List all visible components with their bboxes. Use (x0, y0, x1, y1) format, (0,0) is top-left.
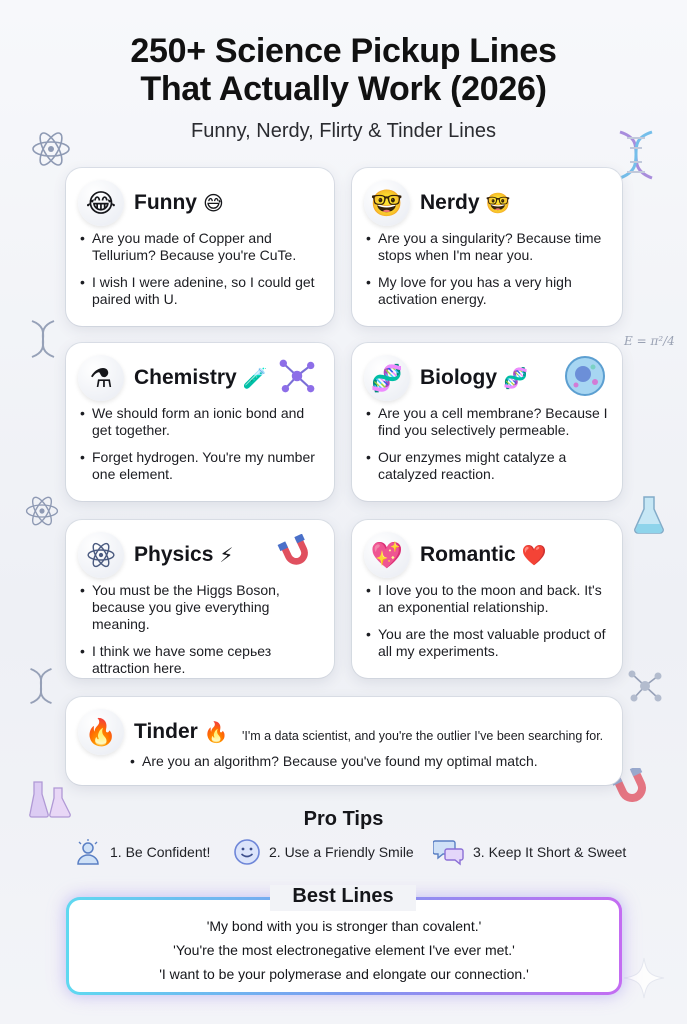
sparkle-icon (622, 956, 666, 1000)
card-title-tinder: Tinder (134, 720, 198, 743)
atom-icon (24, 493, 60, 529)
best-line: 'My bond with you is stronger than covalent.' (206, 918, 482, 934)
card-title-funny: Funny (134, 191, 197, 214)
pro-tip-label: 3. Keep It Short & Sweet (473, 844, 627, 860)
pro-tips-title: Pro Tips (303, 808, 384, 830)
pickup-line-list (130, 753, 610, 780)
equation-text: E = π²/4 (624, 334, 675, 348)
pickup-line: • My love for you has a very high activation energy. (366, 274, 610, 308)
pro-tip (433, 838, 626, 866)
card-title-romantic: Romantic (420, 543, 516, 566)
page-title-line-1: 250+ Science Pickup Lines (130, 32, 557, 70)
page-title-line-2: That Actually Work (2026) (140, 70, 547, 108)
category-card-tinder (66, 697, 622, 785)
pickup-line: • You must be the Higgs Boson, because you give everything meaning. (80, 582, 322, 633)
pickup-line-list (366, 230, 610, 318)
pickup-line: • Are you an algorithm? Because you've found my optimal match. (130, 753, 610, 770)
best-line: 'You're the most electronegative element I've ever met.' (173, 942, 515, 958)
pickup-line: • We should form an ionic bond and get together. (80, 405, 322, 439)
category-card-chemistry (66, 343, 334, 501)
pro-tip-label: 1. Be Confident! (110, 844, 211, 860)
category-card-biology (352, 343, 622, 501)
test-tube-icon: 🧪 (242, 367, 268, 390)
pickup-line: • Forget hydrogen. You're my number one element. (80, 449, 322, 483)
pickup-line-list (80, 582, 322, 687)
dna-icon: 🧬 (364, 355, 410, 401)
page-subtitle: Funny, Nerdy, Flirty & Tinder Lines (191, 120, 496, 142)
sweat-smile-icon: 😅 (203, 192, 224, 215)
smiling-face-icon (233, 838, 261, 866)
dna-icon (26, 318, 60, 360)
card-title-physics: Physics (134, 543, 214, 566)
dna-icon (612, 128, 660, 182)
atom-icon (30, 128, 72, 170)
sparkling-heart-icon: 💖 (364, 532, 410, 578)
card-title-chemistry: Chemistry (134, 366, 237, 389)
best-line: 'I want to be your polymerase and elongate our connection.' (159, 966, 529, 982)
pro-tip (233, 838, 414, 866)
cell-icon (562, 353, 608, 399)
pickup-line-list (80, 230, 322, 318)
heart-icon: ❤️ (521, 544, 547, 567)
laughing-face-icon: 😂 (78, 180, 124, 226)
nerd-face-icon: 🤓 (485, 192, 511, 215)
card-title-biology: Biology (420, 366, 497, 389)
pickup-line: • You are the most valuable product of all my experiments. (366, 626, 610, 660)
pro-tip-label: 2. Use a Friendly Smile (269, 844, 414, 860)
lightning-icon: ⚡ (219, 544, 234, 567)
molecule-icon (626, 668, 664, 704)
pickup-line: • I wish I were adenine, so I could get paired with U. (80, 274, 322, 308)
molecule-icon (274, 353, 320, 399)
dna-icon: 🧬 (503, 367, 528, 390)
magnet-icon (274, 530, 320, 576)
nerd-face-icon: 🤓 (364, 180, 410, 226)
tinder-quote: 'I'm a data scientist, and you're the outlier I've been searching for. (242, 729, 604, 743)
chat-bubbles-icon (433, 838, 465, 866)
pickup-line: • Are you a cell membrane? Because I find you selectively permeable. (366, 405, 610, 439)
best-lines-title: Best Lines (270, 885, 416, 911)
confident-person-icon (74, 838, 102, 866)
pickup-line-list (366, 405, 610, 493)
flask-icon (632, 494, 666, 536)
pickup-line: • I think we have some серьез attraction here. (80, 643, 322, 677)
pickup-line: • Are you made of Copper and Tellurium? Because you're CuTe. (80, 230, 322, 264)
category-card-physics (66, 520, 334, 678)
category-card-nerdy (352, 168, 622, 326)
dna-icon (24, 666, 58, 706)
fire-icon: 🔥 (78, 709, 124, 755)
pickup-line-list (366, 582, 610, 670)
pickup-line-list (80, 405, 322, 493)
fire-icon: 🔥 (203, 721, 229, 744)
category-card-romantic (352, 520, 622, 678)
category-card-funny (66, 168, 334, 326)
pickup-line: • Our enzymes might catalyze a catalyzed reaction. (366, 449, 610, 483)
pro-tip (74, 838, 210, 866)
card-title-nerdy: Nerdy (420, 191, 480, 214)
page-title (0, 32, 687, 108)
flasks-icon: ⚗ (78, 355, 124, 401)
pickup-line: • I love you to the moon and back. It's an exponential relationship. (366, 582, 610, 616)
atom-icon (78, 532, 124, 578)
pickup-line: • Are you a singularity? Because time stops when I'm near you. (366, 230, 610, 264)
